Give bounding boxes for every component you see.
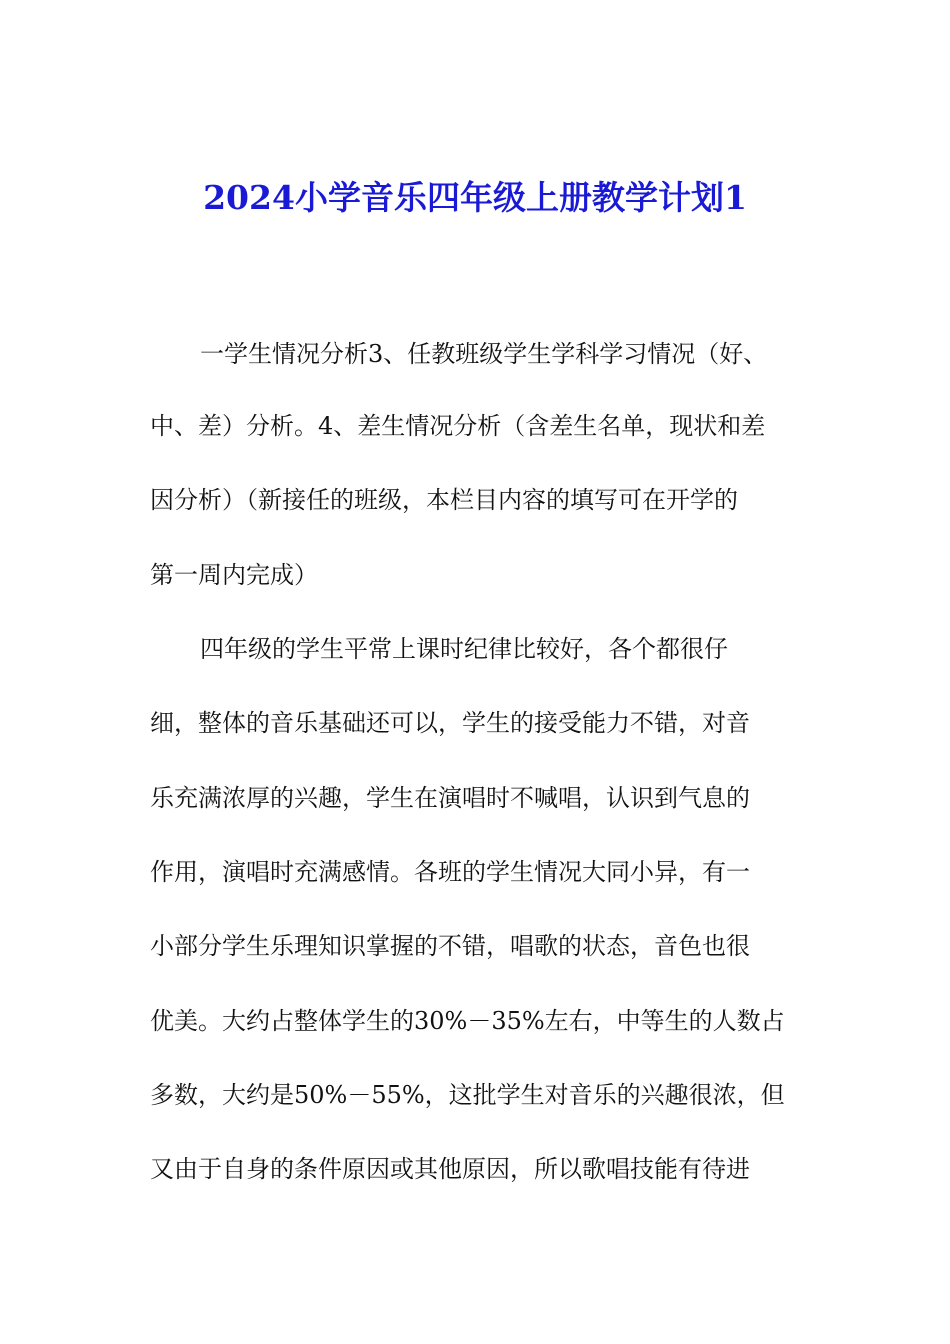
- paragraph-2-line-2: 细，整体的音乐基础还可以，学生的接受能力不错，对音: [150, 709, 750, 737]
- paragraph-2-line-3: 乐充满浓厚的兴趣，学生在演唱时不喊唱，认识到气息的: [150, 784, 750, 812]
- paragraph-1-line-4: 第一周内完成）: [150, 561, 318, 589]
- paragraph-1-line-2: 中、差）分析。4、差生情况分析（含差生名单，现状和差: [150, 412, 766, 440]
- paragraph-1-line-1: 一学生情况分析3、任教班级学生学科学习情况（好、: [200, 340, 768, 368]
- document-title: 2024小学音乐四年级上册教学计划1: [203, 178, 747, 217]
- paragraph-2-line-5: 小部分学生乐理知识掌握的不错，唱歌的状态，音色也很: [150, 932, 750, 960]
- paragraph-2-line-7: 多数，大约是50%－55%，这批学生对音乐的兴趣很浓，但: [150, 1081, 785, 1109]
- paragraph-2-line-8: 又由于自身的条件原因或其他原因，所以歌唱技能有待进: [150, 1155, 750, 1183]
- paragraph-2-line-6: 优美。大约占整体学生的30%－35%左右，中等生的人数占: [150, 1007, 785, 1035]
- paragraph-2-line-4: 作用，演唱时充满感情。各班的学生情况大同小异，有一: [150, 858, 750, 886]
- paragraph-2-line-1: 四年级的学生平常上课时纪律比较好，各个都很仔: [200, 635, 728, 663]
- paragraph-1-line-3: 因分析）（新接任的班级，本栏目内容的填写可在开学的: [150, 486, 738, 514]
